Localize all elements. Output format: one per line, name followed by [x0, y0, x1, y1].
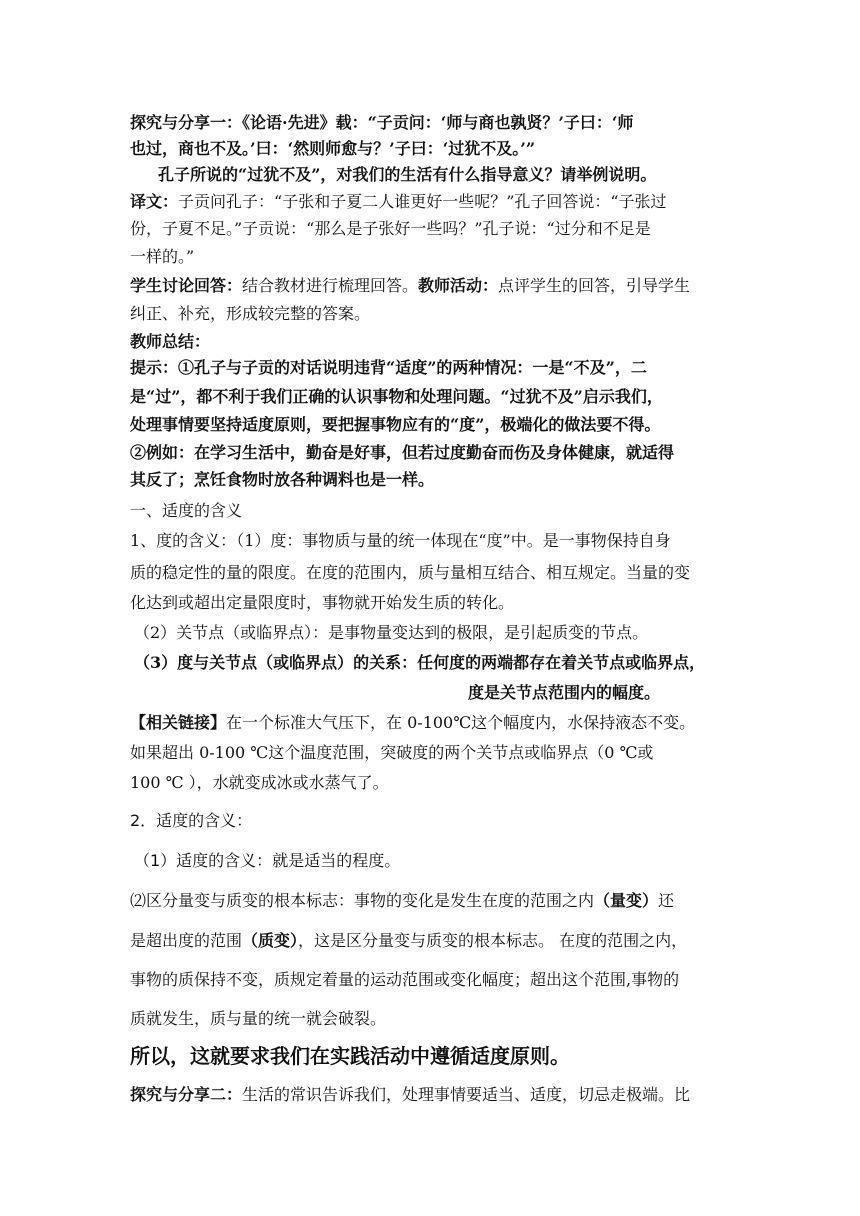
- related-link-line-3: 100 ℃ ），水就变成冰或水蒸气了。: [130, 773, 389, 792]
- hint-line-2: 是“过”，都不利于我们正确的认识事物和处理问题。“过犹不及”启示我们，: [130, 387, 663, 406]
- teacher-summary-label: 教师总结：: [130, 332, 211, 351]
- degree-definition-label: 1、度的含义：: [130, 531, 237, 550]
- criterion-text-2: 还: [658, 891, 675, 910]
- hint-line-5: 其反了；烹饪食物时放各种调料也是一样。: [130, 470, 435, 489]
- discussion-line-2: 纠正、补充，形成较完整的答案。: [130, 304, 371, 323]
- translation-line-1: [130, 189, 667, 212]
- criterion-line-2: [130, 928, 687, 951]
- related-link-text-1: 在一个标准大气压下，在 0-100℃这个幅度内，水保持液态不变。: [226, 713, 696, 732]
- criterion-qualitative-change: （质变）: [242, 931, 299, 950]
- criterion-label: ⑵区分量变与质变的根本标志：: [130, 891, 355, 910]
- degree-definition-line-2: 质的稳定性的量的限度。在度的范围内，质与量相互结合、相互规定。当量的变: [130, 563, 691, 582]
- degree-definition-text-1: （1）度：事物质与量的统一体现在“度”中。是一事物保持自身: [236, 531, 671, 550]
- degree-definition-line-3: 化达到或超出定量限度时，事物就开始发生质的转化。: [130, 593, 515, 612]
- share-one-line-2: 也过，商也不及。’曰：‘然则师愈与？’子曰：‘过犹不及。’”: [130, 139, 536, 158]
- relationship-line-2: 度是关节点范围内的幅度。: [468, 683, 661, 702]
- hint-line-4: ②例如：在学习生活中，勤奋是好事，但若过度勤奋而伤及身体健康，就适得: [130, 443, 675, 462]
- discussion-text: 结合教材进行梳理回答。: [242, 276, 419, 295]
- criterion-text-3: 是超出度的范围: [130, 931, 243, 950]
- moderation-definition: [134, 848, 400, 871]
- share-two-line-1: [130, 1082, 690, 1105]
- criterion-quantitative-change: （量变）: [594, 891, 659, 910]
- criterion-text-1: 事物的变化是发生在度的范围之内: [354, 891, 595, 910]
- hint-line-1: 提示：①孔子与子贡的对话说明违背“适度”的两种情况：一是“不及”，二: [130, 358, 647, 377]
- related-link-line-2: 如果超出 0-100 ℃这个温度范围，突破度的两个关节点或临界点（0 ℃或: [130, 743, 654, 762]
- conclusion-heading: 所以，这就要求我们在实践活动中遵循适度原则。: [130, 1044, 570, 1068]
- related-link-label: 【相关链接】: [130, 713, 227, 732]
- moderation-definition-label: （1）适度的含义：: [134, 851, 273, 870]
- moderation-definition-text: 就是适当的程度。: [272, 851, 401, 870]
- translation-label: 译文：: [130, 192, 179, 211]
- share-two-text: 生活的常识告诉我们，处理事情要适当、适度，切忌走极端。比: [242, 1085, 691, 1104]
- degree-definition-line-1: [130, 528, 671, 551]
- translation-line-2: 份，子夏不足。”子贡说：“那么是子张好一些吗？”孔子说：“过分和不足是: [130, 219, 651, 238]
- criterion-line-1: [130, 888, 674, 911]
- translation-text-1: 子贡问孔子：“子张和子夏二人谁更好一些呢？”孔子回答说：“子张过: [178, 192, 667, 211]
- share-one-question: 孔子所说的“过犹不及”，对我们的生活有什么指导意义？请举例说明。: [158, 165, 657, 184]
- relationship-line-1: （3）度与关节点（或临界点）的关系：任何度的两端都存在着关节点或临界点，: [134, 653, 706, 672]
- share-one-line-1: 探究与分享一：《论语·先进》载：“子贡问：‘师与商也孰贤？’子曰：‘师: [130, 113, 634, 132]
- critical-point-definition: （2）关节点（或临界点）：是事物量变达到的极限，是引起质变的节点。: [134, 623, 649, 642]
- share-two-label: 探究与分享二：: [130, 1085, 243, 1104]
- discussion-label: 学生讨论回答：: [130, 276, 243, 295]
- teacher-activity-label: 教师活动：: [418, 276, 499, 295]
- hint-line-3: 处理事情要坚持适度原则，要把握事物应有的“度”，极端化的做法要不得。: [130, 415, 661, 434]
- translation-line-3: 一样的。”: [130, 247, 195, 266]
- section-heading-1: 一、适度的含义: [130, 501, 243, 520]
- section-heading-2: 2．适度的含义：: [130, 811, 253, 830]
- criterion-line-4: 质就发生，质与量的统一就会破裂。: [130, 1009, 387, 1028]
- related-link-line-1: [130, 710, 695, 733]
- discussion-line-1: [130, 273, 690, 296]
- criterion-line-3: 事物的质保持不变，质规定着量的运动范围或变化幅度；超出这个范围,事物的: [130, 970, 680, 989]
- criterion-text-4: ，这是区分量变与质变的根本标志。 在度的范围之内，: [298, 931, 688, 950]
- teacher-activity-text: 点评学生的回答，引导学生: [498, 276, 691, 295]
